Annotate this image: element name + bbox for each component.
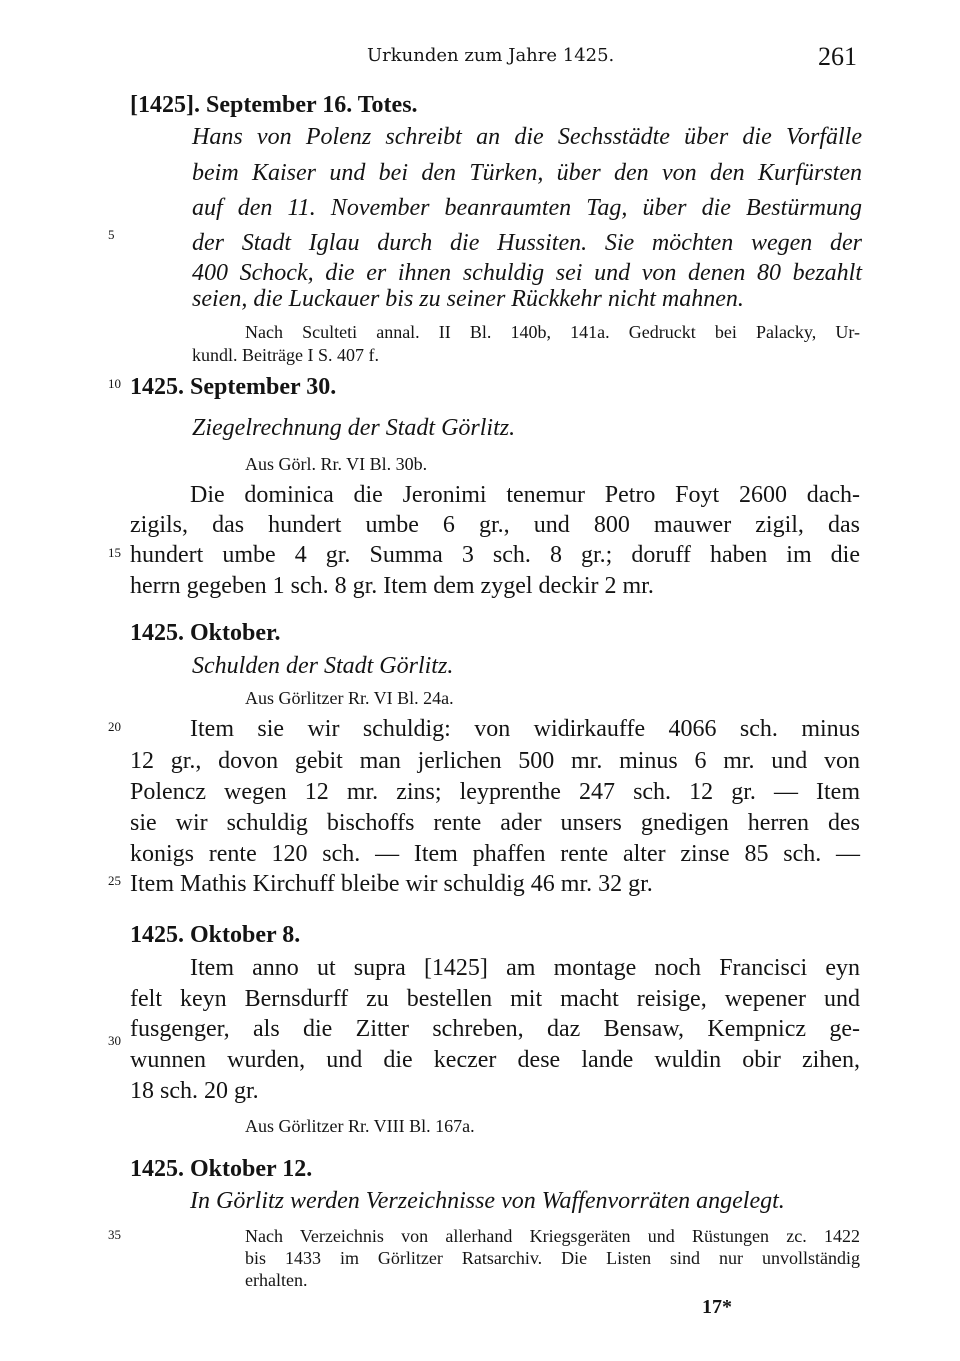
text-line: Item Mathis Kirchuff bleibe wir schuldig 46 mr. 32 gr. [130,871,653,897]
text-line: 18 sch. 20 gr. [130,1078,259,1104]
text-line: sie wir schuldig bischoffs rente ader unsers gnedigen herren des [130,810,860,836]
text-line: 12 gr., dovon gebit man jerlichen 500 mr. minus 6 mr. und von [130,748,860,774]
line-number: 10 [108,376,121,391]
text-line: Die dominica die Jeronimi tenemur Petro Foyt 2600 dach- [190,482,860,508]
line-number: 20 [108,719,121,734]
source-note-line: bis 1433 im Görlitzer Ratsarchiv. Die Listen sind nur unvollständig [245,1248,860,1268]
source-note-line: Aus Görl. Rr. VI Bl. 30b. [245,454,428,474]
entry-heading: 1425. Oktober. [130,620,281,646]
entry-heading: 1425. Oktober 12. [130,1156,313,1182]
text-line: zigils, das hundert umbe 6 gr., und 800 mauwer zigil, das [130,512,860,538]
line-number: 30 [108,1033,121,1048]
line-number: 5 [108,227,115,242]
regest-line: 400 Schock, die er ihnen schuldig sei und von denen 80 bezahlt [192,260,862,286]
source-note-line: Aus Görlitzer Rr. VIII Bl. 167a. [245,1116,475,1136]
text-line: hundert umbe 4 gr. Summa 3 sch. 8 gr.; doruff haben im die [130,542,860,568]
line-number: 35 [108,1227,121,1242]
regest-line: Ziegelrechnung der Stadt Görlitz. [192,415,516,441]
source-note-line: Nach Sculteti annal. II Bl. 140b, 141a. Gedruckt bei Palacky, Ur- [245,322,860,342]
regest-line: der Stadt Iglau durch die Hussiten. Sie möchten wegen der [192,230,862,256]
regest-line: Hans von Polenz schreibt an die Sechsstädte über die Vorfälle [192,124,862,150]
text-line: Item sie wir schuldig: von widirkauffe 4066 sch. minus [190,716,860,742]
text-line: Item anno ut supra [1425] am montage noch Francisci eyn [190,955,860,981]
text-line: herrn gegeben 1 sch. 8 gr. Item dem zygel deckir 2 mr. [130,573,654,599]
source-note-line: Aus Görlitzer Rr. VI Bl. 24a. [245,688,454,708]
text-line: felt keyn Bernsdurff zu bestellen mit macht reisige, wepener und [130,986,860,1012]
regest-line: seien, die Luckauer bis zu seiner Rückkehr nicht mahnen. [192,286,744,312]
regest-line: auf den 11. November beanraumten Tag, über die Bestürmung [192,195,862,221]
text-line: konigs rente 120 sch. — Item phaffen rente alter zinse 85 sch. — [130,841,860,867]
regest-line: beim Kaiser und bei den Türken, über den von den Kurfürsten [192,160,862,186]
regest-line: In Görlitz werden Verzeichnisse von Waffenvorräten angelegt. [190,1188,785,1214]
line-number: 15 [108,545,121,560]
sheet-signature: 17* [702,1296,732,1318]
page-number: 261 [818,42,857,71]
source-note-line: kundl. Beiträge I S. 407 f. [192,345,379,365]
running-title: Urkunden zum Jahre 1425. [367,45,615,66]
entry-heading: 1425. Oktober 8. [130,922,301,948]
entry-heading: 1425. September 30. [130,374,337,400]
line-number: 25 [108,873,121,888]
entry-heading: [1425]. September 16. Totes. [130,92,418,118]
regest-line: Schulden der Stadt Görlitz. [192,653,454,679]
source-note-line: Nach Verzeichnis von allerhand Kriegsgeräten und Rüstungen zc. 1422 [245,1226,860,1246]
source-note-line: erhalten. [245,1270,308,1290]
text-line: Polencz wegen 12 mr. zins; leyprenthe 247 sch. 12 gr. — Item [130,779,860,805]
text-line: wunnen wurden, und die keczer dese lande wuldin obir zihen, [130,1047,860,1073]
text-line: fusgenger, als die Zitter schreben, daz Bensaw, Kempnicz ge- [130,1016,860,1042]
